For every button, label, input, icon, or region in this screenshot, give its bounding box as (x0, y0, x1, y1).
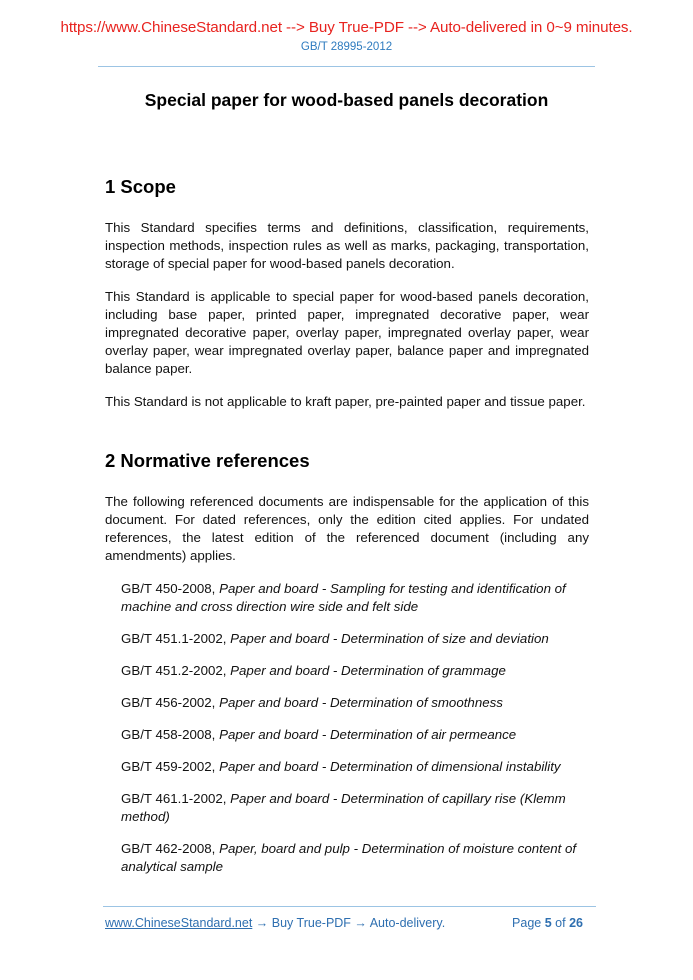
reference-title: Paper and board - Determination of size and deviation (230, 631, 549, 646)
reference-code: GB/T 458-2008, (121, 727, 216, 742)
standard-code: GB/T 28995-2012 (300, 41, 393, 53)
reference-title: Paper and board - Sampling for testing and identification of machine and cross direction wire side and felt side (121, 581, 566, 614)
reference-code: GB/T 459-2002, (121, 759, 216, 774)
reference-code: GB/T 456-2002, (121, 695, 216, 710)
reference-code: GB/T 451.2-2002, (121, 663, 227, 678)
footer-tagline: → Buy True-PDF → Auto-delivery. (252, 916, 446, 930)
reference-code: GB/T 461.1-2002, (121, 791, 227, 806)
section-heading-normative-references: 2 Normative references (105, 450, 310, 471)
reference-item (121, 726, 591, 744)
reference-item (121, 662, 591, 680)
page-indicator (512, 916, 583, 930)
reference-item (121, 840, 591, 876)
page-label: Page (512, 916, 542, 930)
reference-item (121, 630, 591, 648)
reference-code: GB/T 450-2008, (121, 581, 216, 596)
reference-item (121, 694, 591, 712)
scope-paragraph-3: This Standard is not applicable to kraft paper, pre-painted paper and tissue paper. (105, 394, 586, 409)
reference-code: GB/T 462-2008, (121, 841, 216, 856)
reference-title: Paper and board - Determination of capillary rise (Klemm method) (121, 791, 566, 824)
page-total: 26 (569, 916, 583, 930)
page-current: 5 (544, 916, 552, 930)
reference-item (121, 758, 591, 776)
page-of-label: of (555, 916, 566, 930)
reference-code: GB/T 451.1-2002, (121, 631, 227, 646)
scope-paragraph-1: This Standard specifies terms and definitions, classification, requirements, inspection methods, inspection rules as well as marks, packaging, transportation, storage of special paper for wood-based panels decoration. (105, 220, 589, 271)
promo-banner[interactable]: https://www.ChineseStandard.net --> Buy True-PDF --> Auto-delivered in 0~9 minutes. (60, 19, 633, 36)
reference-item (121, 790, 591, 826)
reference-title: Paper and board - Determination of grammage (230, 663, 506, 678)
section-heading-scope: 1 Scope (105, 176, 176, 197)
reference-title: Paper and board - Determination of dimensional instability (219, 759, 561, 774)
reference-title: Paper and board - Determination of air permeance (219, 727, 517, 742)
normative-intro-paragraph: The following referenced documents are indispensable for the application of this document. For dated references, only the edition cited applies. For undated references, the latest edition of the referenced document (including any amendments) applies. (105, 494, 589, 563)
document-title: Special paper for wood-based panels decoration (144, 90, 549, 110)
footer-divider (103, 906, 596, 907)
header-divider (98, 66, 595, 67)
reference-title: Paper and board - Determination of smoothness (219, 695, 503, 710)
scope-paragraph-2: This Standard is applicable to special paper for wood-based panels decoration, including base paper, printed paper, impregnated decorative paper, wear impregnated decorative paper, overlay paper, impregnated overlay paper, wear overlay paper, wear impregnated overlay paper, balance paper and impregnated balance paper. (105, 289, 589, 376)
reference-item (121, 580, 591, 616)
footer-site-link[interactable]: www.ChineseStandard.net (105, 916, 253, 930)
page-footer (105, 916, 589, 930)
reference-title: Paper, board and pulp - Determination of moisture content of analytical sample (121, 841, 577, 874)
